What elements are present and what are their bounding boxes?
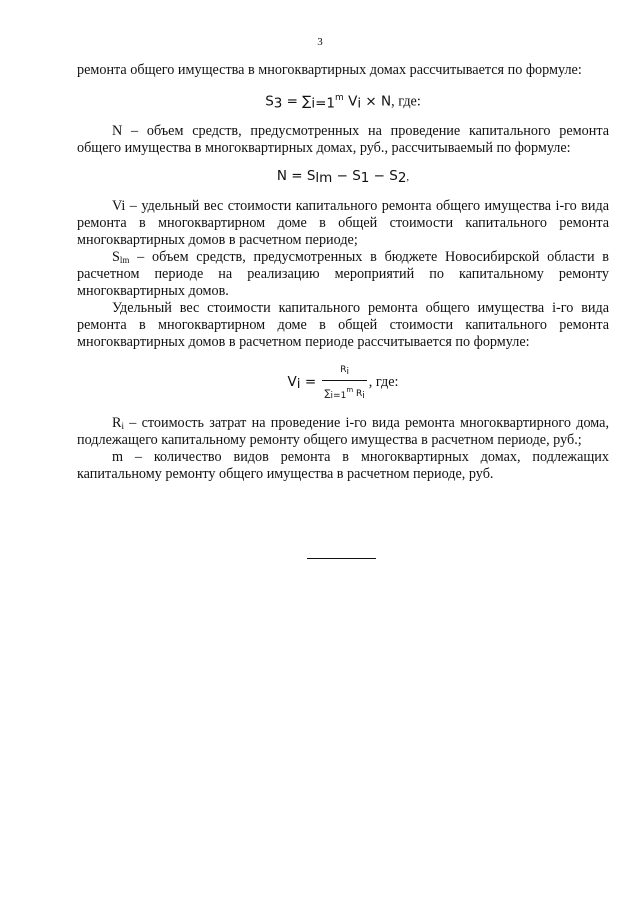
paragraph-weight-intro: Удельный вес стоимости капитального ремонта общего имущества i-го вида ремонта в многоквартирном доме в общей стоимости капитального ремонта многоквартирных домов в расчетном периоде рассчитывается по формуле: bbox=[77, 299, 609, 350]
formula-s3-sum-sup: m bbox=[335, 93, 344, 103]
formula-n-b: − S bbox=[332, 167, 361, 184]
formula-n-a: N = S bbox=[276, 167, 316, 184]
numerator-r-sub: i bbox=[346, 366, 349, 377]
slm-symbol-sub: lm bbox=[119, 254, 130, 265]
formula-n bbox=[77, 168, 609, 186]
formula-n-a-sub: lm bbox=[315, 169, 333, 186]
paragraph-intro: ремонта общего имущества в многоквартирных домах рассчитывается по формуле: bbox=[77, 62, 582, 78]
denominator-r-sub: i bbox=[362, 390, 365, 401]
ri-symbol-sub: i bbox=[121, 420, 124, 431]
formula-s3-sum-sub: i=1 bbox=[311, 95, 336, 112]
formula-s3-lhs-sub: 3 bbox=[273, 95, 283, 112]
paragraph-ri-definition bbox=[77, 415, 609, 449]
formula-vi-eq: = bbox=[300, 373, 321, 390]
formula-vi-lhs: V bbox=[287, 373, 297, 390]
denominator-sum-sub: i=1 bbox=[330, 390, 347, 401]
formula-vi-fraction bbox=[322, 362, 366, 403]
formula-s3-lhs: S bbox=[265, 93, 274, 110]
ri-text: – стоимость затрат на проведение i-го вида ремонта многоквартирного дома, подлежащего капитальному ремонту общего имущества в расчетном периоде, руб.; bbox=[77, 414, 609, 448]
slm-symbol: S bbox=[112, 248, 120, 265]
end-rule bbox=[307, 558, 376, 559]
page-number: 3 bbox=[317, 36, 323, 48]
fraction-denominator bbox=[322, 381, 366, 403]
formula-n-b-sub: 1 bbox=[360, 169, 370, 186]
ri-symbol: R bbox=[112, 414, 122, 431]
formula-vi-tail: , где: bbox=[368, 373, 399, 390]
formula-n-tail: , bbox=[406, 170, 410, 183]
formula-s3-v: V bbox=[343, 93, 358, 110]
paragraph-m-definition: m – количество видов ремонта в многоквартирных домах, подлежащих капитальному ремонту общего имущества в расчетном периоде, руб. bbox=[77, 448, 609, 482]
denominator-r: R bbox=[353, 388, 363, 399]
denominator-sum-sup: m bbox=[346, 385, 354, 394]
numerator-r: R bbox=[340, 364, 347, 375]
formula-n-c: − S bbox=[369, 167, 398, 184]
document-body bbox=[77, 62, 609, 483]
fraction-numerator bbox=[322, 362, 366, 381]
paragraph-slm-definition bbox=[77, 249, 609, 300]
formula-vi bbox=[77, 362, 609, 403]
slm-text: – объем средств, предусмотренных в бюджете Новосибирской области в расчетном периоде на реализацию мероприятий по капитальному ремонту многоквартирных домов. bbox=[77, 248, 609, 299]
paragraph-n-definition: N – объем средств, предусмотренных на проведение капитального ремонта общего имущества в многоквартирных домах, руб., рассчитываемый по формуле: bbox=[77, 122, 609, 156]
formula-s3-tail: , где: bbox=[391, 93, 421, 110]
denominator-sum: ∑ bbox=[324, 388, 331, 399]
formula-s3 bbox=[77, 90, 609, 111]
formula-s3-v-sub: i bbox=[357, 95, 362, 112]
paragraph-vi-definition: Vi – удельный вес стоимости капитального ремонта общего имущества i-го вида ремонта в многоквартирном доме в общей стоимости капитального ремонта многоквартирных домов в расчетном периоде; bbox=[77, 197, 609, 248]
formula-s3-rest: × N bbox=[361, 93, 392, 110]
formula-vi-lhs-sub: i bbox=[296, 375, 301, 392]
formula-s3-sum: = ∑ bbox=[282, 93, 312, 110]
formula-n-c-sub: 2 bbox=[397, 169, 407, 186]
